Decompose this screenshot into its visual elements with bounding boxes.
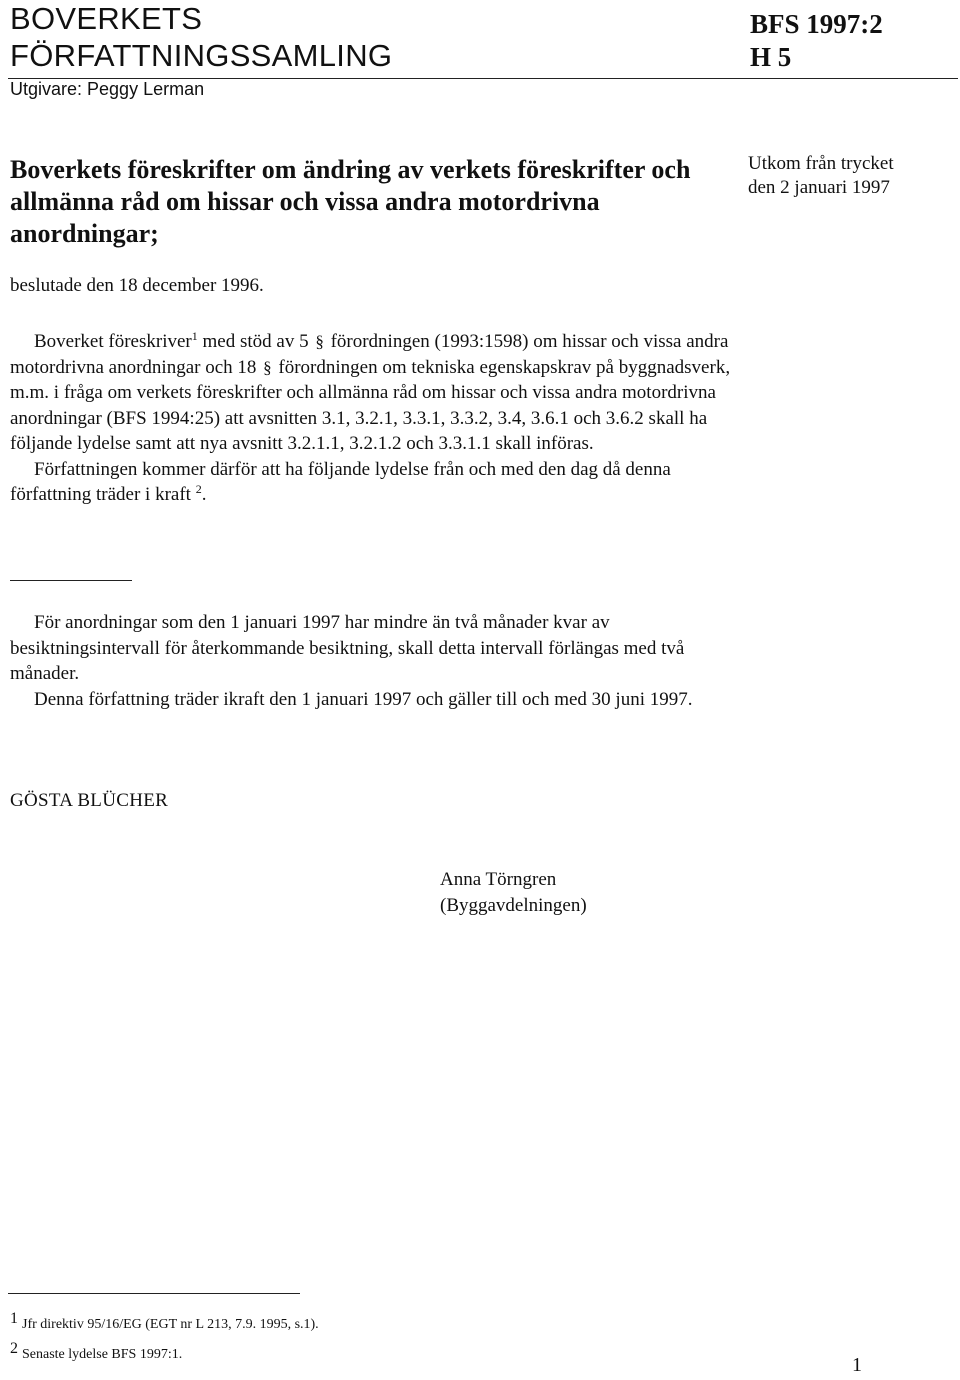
paragraph-text: med stöd av 5 — [197, 331, 314, 352]
publication-date — [748, 152, 894, 200]
paragraph-text: Författningen kommer därför att ha följande lydelse från och med den dag då denna författning träder i kraft — [10, 458, 671, 505]
section-sign: § — [315, 332, 324, 351]
signature-officer — [440, 867, 587, 919]
paragraph-effect — [10, 457, 750, 508]
paragraph-text: förordningen om tekniska egenskapskrav på byggnadsverk, m.m. i fråga om verkets föreskrifter och allmänna råd om hissar och vissa andra motordrivna anordningar (BFS 1994:25) att avsnitten 3.1, 3.2.1, 3.3.1, 3.3.2, 3.4, 3.6.1 och 3.6.2 skall ha följande lydelse samt att nya avsnitt 3.2.1.1, 3.2.1.2 och 3.3.1.1 skall införas. — [10, 356, 731, 454]
footnotes — [10, 1307, 319, 1367]
publication-line1: Utkom från trycket — [748, 153, 894, 174]
footnote-divider — [8, 1293, 300, 1294]
series-title-line2: FÖRFATTNINGSSAMLING — [10, 38, 393, 73]
footnote-ref-1: 1 — [191, 329, 198, 343]
footnote-number: 1 — [10, 1310, 18, 1327]
document-title: Boverkets föreskrifter om ändring av verkets föreskrifter och allmänna råd om hissar och vissa andra motordrivna anordningar; — [10, 155, 691, 248]
paragraph-text: Boverket föreskriver — [34, 331, 192, 352]
footnote-text: Jfr direktiv 95/16/EG (EGT nr L 213, 7.9. 1995, s.1). — [22, 1317, 319, 1332]
footnote-1 — [10, 1307, 319, 1337]
signature-officer-dept: (Byggavdelningen) — [440, 895, 587, 916]
series-title-line1: BOVERKETS — [10, 1, 203, 36]
body-section-1 — [10, 329, 750, 508]
paragraph-regulation — [10, 329, 750, 457]
signature-director: GÖSTA BLÜCHER — [10, 790, 169, 811]
bfs-code: H 5 — [750, 42, 792, 72]
section-divider — [10, 580, 132, 581]
footnote-number: 2 — [10, 1340, 18, 1357]
footnote-2 — [10, 1337, 319, 1367]
header-divider — [8, 78, 958, 79]
paragraph-validity: Denna författning träder ikraft den 1 januari 1997 och gäller till och med 30 juni 1997. — [34, 688, 693, 710]
paragraph-text: förordningen (1993:1598) om hissar och vissa andra motordrivna anordningar och 18 — [10, 331, 729, 378]
footnote-text: Senaste lydelse BFS 1997:1. — [22, 1347, 183, 1362]
footnote-ref-2: 2 — [195, 482, 202, 496]
series-title — [10, 0, 392, 74]
bfs-reference — [750, 8, 883, 74]
section-sign: § — [263, 357, 272, 377]
decision-date: beslutade den 18 december 1996. — [10, 275, 264, 296]
publication-line2: den 2 januari 1997 — [748, 177, 890, 198]
publisher: Utgivare: Peggy Lerman — [10, 79, 205, 99]
paragraph-transition: För anordningar som den 1 januari 1997 har mindre än två månader kvar av besiktningsintervall för återkommande besiktning, skall detta intervall förlängas med två månader. — [10, 612, 685, 684]
signature-officer-name: Anna Törngren — [440, 869, 557, 890]
page-number: 1 — [852, 1354, 862, 1376]
bfs-number: BFS 1997:2 — [750, 9, 883, 39]
body-section-2 — [10, 610, 750, 712]
paragraph-text: . — [201, 484, 207, 505]
